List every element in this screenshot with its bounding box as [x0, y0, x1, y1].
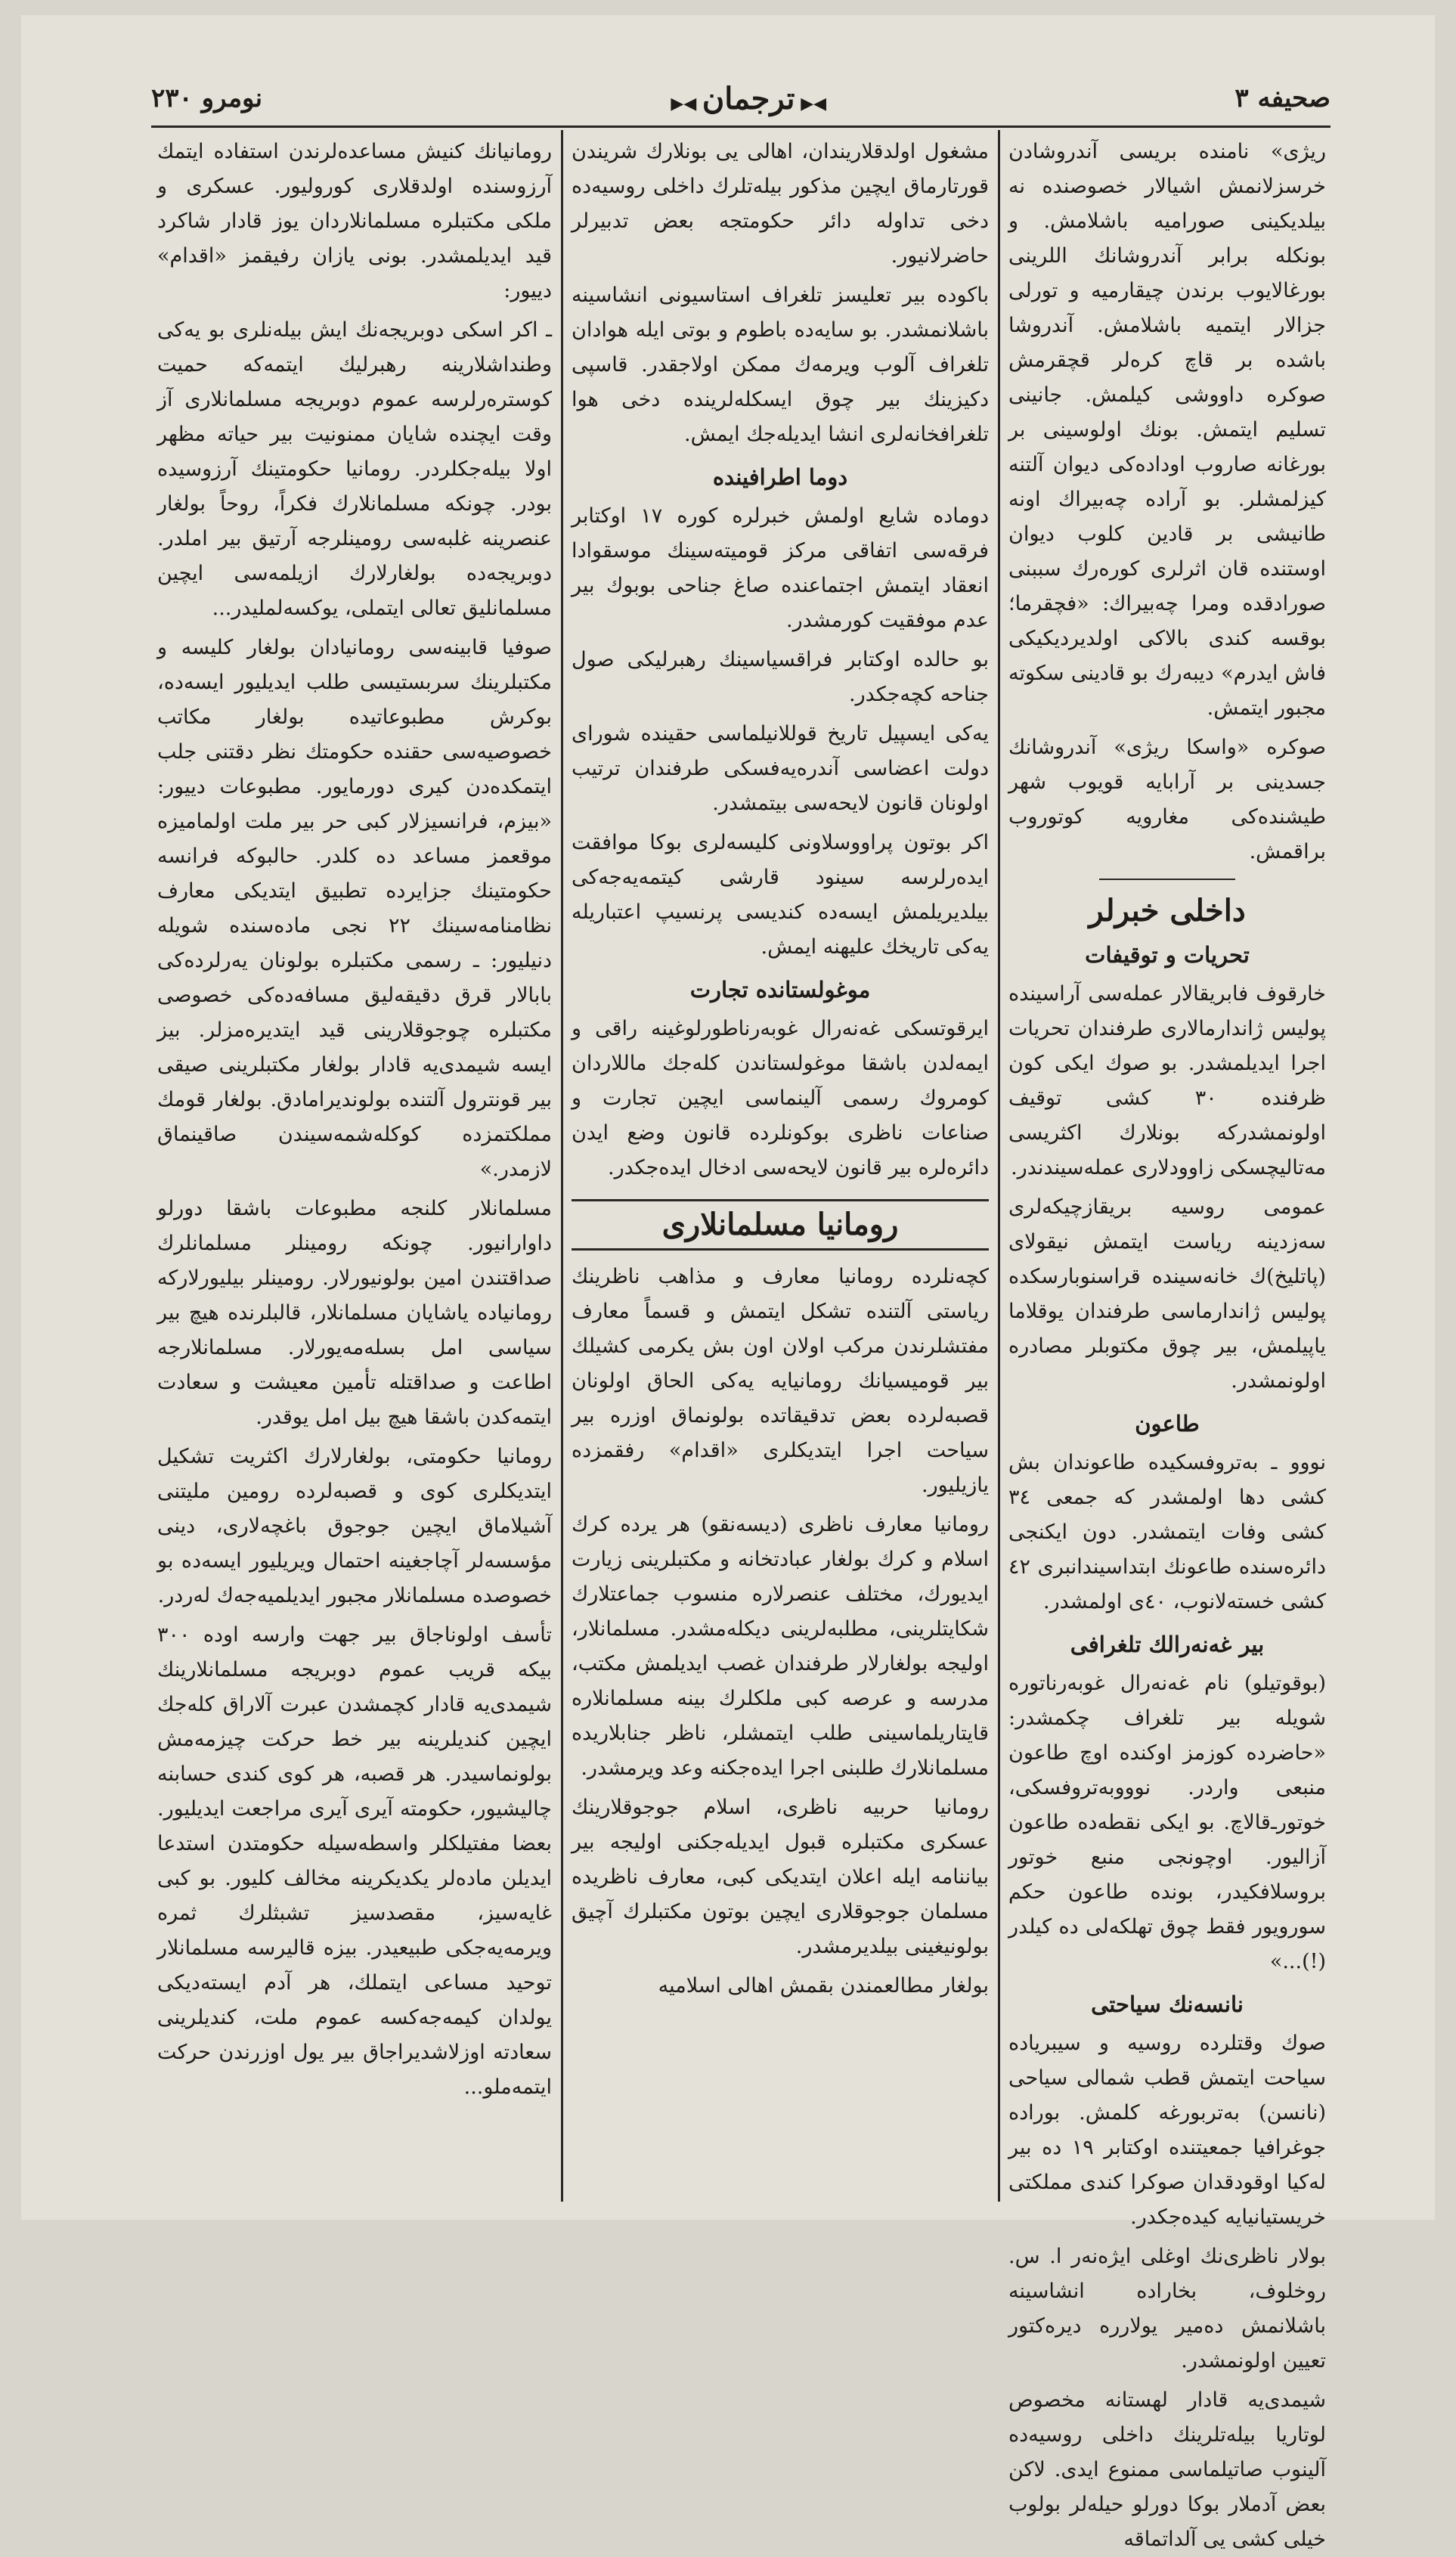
column-middle	[572, 135, 989, 2206]
article-text: کچه‌نلرده رومانیا معارف و مذاهب ناظرینك ریاستی آلتنده تشکل ایتمش و قسماً معارف مفتشلرندن مرکب اولان اون بش یکرمی کشیلك بیر قومیسیانك رومانیایه یه‌کی الحاق اولونان قصبه‌لرده بعض تدقیقاتده بولونماق اوزره بیر سیاحت اجرا ایتدیکلری «اقدام» رفقمزده یازیلیور.	[572, 1265, 989, 1497]
article-text: ـ اکر اسکی دوبریجه‌نك ایش بیله‌نلری بو یه‌کی وطنداشلارینه رهبرلیك ایتمه‌که حمیت کوستره‌رلرسه عموم دوبریجه مسلمانلاری آز وقت ایچنده شایان ممنونیت بیر حیاته مظهر اولا بیله‌جکلردر. رومانیا حکومتینك آرزوسیده بودر. چونکه مسلمانلارك فکراً، روحاً بولغار عنصرینه غلبه‌سی رومینلرجه آرتیق بیر املدر. دوبریجه‌ده بولغارلارك ازیلمه‌سی ایچین مسلمانلیق تعالی ایتملی، یوکسه‌لملیدر...	[157, 318, 552, 620]
article-text: نووو ـ به‌تروفسکیده طاعوندان بش کشی دها اولمشدر که جمعی ٣٤ کشی وفات ایتمشدر. دون ایکنجی دائره‌سنده طاعونك ابتداسیندانبری ٤٢ کشی خسته‌لانوب، ٤٠‌ی اولمشدر.	[1008, 1451, 1326, 1613]
article-text: باکوده بیر تعلیسز تلغراف استاسیونی انشاسینه باشلانمشدر. بو سایه‌ده باطوم و بوتی ایله هوادان تلغراف آلوب ویرمه‌ك ممکن اولاجقدر. قاسپی دکیزینك بیر چوق ایسکله‌لرینده دخی هوا تلغرافخانه‌لری انشا ایدیله‌جك ایمش.	[572, 284, 989, 446]
article-title-romania-muslims: رومانیا مسلمانلاری	[572, 1199, 989, 1251]
article-text: رومانیا معارف ناظری (دیسه‌نقو) هر یرده کرك اسلام و کرك بولغار عبادتخانه و مکتبلرینی زیارت ایدیورك، مختلف عنصرلاره منسوب جماعتلارك شکایتلرینی، مطلبه‌لرینی دیکله‌مشدر. مسلمانلار، اولیجه بولغارلار طرفندان غصب ایدیلمش مکتب، مدرسه و عرصه کبی ملکلرك بینه مسلمانلاره قایتاریلماسینی طلب ایتمشلر، ناظر جنابلاریده مسلمانلارك طلبنی اجرا ایده‌جکنه وعد ویرمشدر.	[572, 1513, 989, 1780]
section-title-domestic-news: داخلی خبرلر	[1089, 893, 1246, 928]
article-text: شیمدی‌یه قادار لهستانه مخصوص لوتاریا بیله‌تلرینك داخلی روسیه‌ده آلینوب صاتیلماسی ممنوع ایدی. لاکن بعض آدملار بوکا دورلو حیله‌لر بولوب خیلی کشی‌ یی آلداتماقه	[1008, 2388, 1326, 2551]
issue-number: نومرو ٢٣٠	[151, 83, 263, 113]
article-text: خارقوف فابریقالار عمله‌سی آراسینده پولیس ژاندارمالاری طرفندان تحریات اجرا ایدیلمشدر. بو صوك ایکی کون ظرفنده ٣٠ کشی توقیف اولونمشدر‌که بونلارك اکثریسی مه‌تالیچسکی زاوودلاری عمله‌سیندندر.	[1008, 982, 1327, 1179]
article-text: رومانیانك کنیش مساعده‌لرندن استفاده ایتمك آرزوسنده اولدقلاری کورولیور. عسکری و ملکی مکتبلره مسلمانلاردان یوز قادار شاکرد قید ایدیلمشدر. بونی یازان رفیقمز «اقدام» دییور:	[157, 140, 552, 302]
column-left	[157, 135, 552, 2206]
subheading: موغولستانده تجارت	[689, 977, 871, 1003]
article-text: مشغول اولدقلاریندان، اهالی‌ یی بونلارك شریندن قورتارماق ایچین مذکور بیله‌تلرك داخلی روسیه‌ده دخی تداوله دائر حکومتجه بعض تدبیرلر حاضرلانیور.	[572, 140, 989, 268]
article-text: صوکره «واسکا ریژی» آندروشانك جسدینی بر آرابایه قویوب شهر طیشنده‌کی مغارویه کوتوروب براقمش.	[1008, 736, 1326, 863]
column-right	[1008, 135, 1327, 2551]
article-text: (بوقوتیلو) نام غه‌نه‌رال غوبه‌رناتوره شویله بیر تلغراف چکمشدر: «حاضرده کوزمز اوکنده اوچ طاعون منبعی واردر. نووو‌به‌تروفسکی، خوتور‌ـ‌قالاچ. بو ایکی نقطه‌ده طاعون آزالیور. اوچونجی منبع خوتور بروسلافکیدر، بونده طاعون حکم سورویور فقط چوق تهلکه‌لی ده کیلدر (!)...»	[1008, 1672, 1326, 1973]
article-text: ریژی» نامنده بریسی آندروشادن خرسزلانمش اشیالار خصوصنده نه بیلدیکینی صورامیه باشلامش. و بونکله برابر آندروشانك اللرینی بورغالایوب برندن چیقارمیه و تورلی جزالار ایتمیه باشلامش. آندروشا باشده بر قاچ کره‌لر قچقرمش صوکره داووشی کیلمش. جانینی تسلیم ایتمش. بونك اولوسینی بر بورغانه صاروب اوداده‌کی دیوان آلتنه کیزلمشلر. بو آراده چه‌بیراك اونه طانیشی بر قادین کلوب دیوان اوستنده قان اثرلری کوره‌رك سببنی صورادقده و‌مرا چه‌بیراك: «فچقرما؛ بوقسه کندی بالاکی اولدیرديکیکی فاش ایدرم» دیبه‌رك بو قادینی سکوته مجبور ایتمش.	[1008, 140, 1326, 720]
page-header	[151, 76, 1331, 121]
column-separator-right	[998, 130, 1000, 2202]
header-rule	[151, 126, 1331, 128]
article-text: رومانیا حکومتی، بولغارلارك اکثریت تشکیل ایتدیکلری کوی و قصبه‌لرده رومین ملیتنی آشیلاماق ایچین جوجوق باغچه‌لاری، دینی مؤسسه‌لر آچاجغینه احتمال ویریلیور ایسه‌ده بو خصوصده مسلمانلار مجبور ایدیلمیه‌جه‌ك له‌ردر.	[157, 1445, 552, 1607]
article-text: بو حالده اوکتابر فراقسیاسینك رهبرلیکی صول جناحه کچه‌جکدر.	[572, 648, 989, 706]
page-number: صحیفه ٣	[1235, 83, 1331, 113]
article-text: رومانیا حربیه ناظری، اسلام جوجوقلارینك عسکری مکتبلره قبول ایدیله‌جکنی اولیجه بیر بیاننامه ایله اعلان ایتدیکی کبی، معارف ناظریده مسلمان جوجوقلاری ایچین بوتون مکتبلرك آچیق بولونیغینی بیلدیرمشدر.	[572, 1796, 989, 1958]
subheading: تحریات و توقیفات	[1085, 942, 1250, 968]
article-text: تأسف اولوناجاق بیر جهت وارسه اوده ٣٠٠ بیکه قریب عموم دوبریجه مسلمانلارینك شیمدی‌یه قادار کچمشدن عبرت آلاراق کله‌جك ایچین کندیلرینه بیر خط حرکت چیزمه‌مش بولونماسیدر. هر قصبه، هر کوی کندی حسابنه چالیشیور، حکومته آیری آیری مراجعت ایدیلیور. بعضا مفتیلکلر واسطه‌سیله حکومتدن استدعا ایدیلن ماده‌لر یکدیکرینه مخالف کلیور. بو کبی غایه‌سیز، مقصدسیز تشبثلرك ثمره ویرمه‌یه‌جکی طبیعیدر. بیزه قالیرسه مسلمانلار توحید مساعی ایتملك، هر آدم ایسته‌دیکی یولدان کیمه‌جه‌کسه عموم ملت، کندیلرینی سعادته اوزلاشدیراجاق بیر یول اوزرندن حرکت ایتمه‌ملو...	[157, 1623, 552, 2099]
article-text: بولار ناظری‌نك اوغلی ایژه‌نه‌ر ا. س. روخلوف، بخاراده انشاسینه باشلانمش ده‌میر یولارره دیره‌کتور تعیین اولونمشدر.	[1008, 2245, 1326, 2373]
subheading: طاعون	[1135, 1411, 1200, 1437]
article-text: یه‌کی ایسپیل تاریخ قوللانیلماسی حقینده شورای دولت اعضاسی آندره‌یه‌فسکی طرفندان ترتیب اولونان قانون لایحه‌سی بیتمشدر.	[572, 722, 989, 815]
article-text: صوك وقتلرده روسیه و سیبریاده سیاحت ایتمش قطب شمالی سیاحی (نانسن) به‌تربورغه کلمش. بوراده جوغرافیا جمعیتنده اوکتابر ١٩ ده بیر له‌کیا اوقودقدان صوکرا کندی مملکتی خریستیانیایه کیده‌جکدر.	[1008, 2032, 1326, 2229]
article-text: عمومی روسیه بریقازچیکه‌لری سه‌زدینه ریاست ایتمش نیقولای (پاتلیخ)‌ك خانه‌سینده قراسنوبارسکده پولیس ژاندارماسی طرفندان یوقلاما یاپیلمش، بیر چوق مکتوبلر مصادره اولونمشدر.	[1008, 1195, 1326, 1393]
article-text: ایرقوتسکی غه‌نه‌رال غوبه‌رناطورلوغینه راقی و ایمه‌لدن باشقا موغولستاندن کله‌جك ماللاردان کومروك رسمی آلینماسی ایچین تجارت و صناعات ناظری بوکونلرده قانون وضع ایدن دائره‌لره بیر قانون لایحه‌سی ادخال ایده‌جکدر.	[572, 1017, 989, 1179]
article-text: دوماده شایع اولمش خبرلره کوره ١٧ اوکتابر فرقه‌سی اتفاقی مرکز قومیته‌سینك موسقوادا انعقاد ایتمش اجتماعنده صاغ جناحی بوبوك بیر عدم موفقیت کورمشدر.	[572, 504, 990, 632]
newspaper-title: ◀▶ ترجمان ◀▶	[671, 81, 826, 116]
subheading: نانسه‌نك سیاحتی	[1091, 1991, 1244, 2017]
article-text: مسلمانلار کلنجه مطبوعات باشقا دورلو داوارانیور. چونکه رومینلر مسلمانلرك صداقتندن امین بولونیورلار. رومینلر بیلیورلارکه رومانیاده یاشایان مسلمانلار، قالبلرنده هیچ بیر سیاسی امل بسله‌مه‌یورلار. مسلمانلارجه اطاعت و صداقتله تأمین معیشت و سعادت ایتمه‌کدن باشقا هیچ بیل امل یوقدر.	[157, 1197, 552, 1429]
section-rule	[1099, 879, 1235, 880]
column-separator-left	[561, 130, 563, 2202]
article-text: بولغار مطالعمندن بقمش اهالی اسلامیه	[658, 1974, 989, 1998]
article-text: صوفیا قابینه‌سی رومانیادان بولغار کلیسه و مکتبلرینك سربستیسی طلب ایدیلیور ایسه‌ده، بوکرش مطبوعاتیده بولغار مکاتب خصوصیه‌سی حقنده حکومتك نظر دقتنی جلب ایتمکده‌دن کیری دورمایور. مطبوعات دییور: «بیزم، فرانسیزلار کبی حر بیر ملت اولمامیزه موقعمز مساعد ده کلدر. حالبوکه فرانسه حکومتینك جزایرده تطبیق ایتدیکی معارف نظامنامه‌سینك ٢٢ نجی ماده‌سنده شویله دنیلیور: ـ رسمی مکتبلره بولونان یه‌رلرده‌کی بابالار قرق دقیقه‌لیق مسافه‌ده‌کی خصوصی مکتبلره چوجوقلارینی قید ایتدیره‌مزلر. بیز ایسه شیمدی‌یه قادار بولغار مکتبلرینی صیقی بیر قونترول آلتنده بولوندیرامادق. بولغار قومك مملکتمزده کوکله‌شمه‌سیندن صاقینماق لازمدر.»	[157, 636, 552, 1181]
article-text: اکر بوتون پراووسلاونی کلیسه‌لری بوکا موافقت ایده‌رلرسه سینود قارشی کیتمه‌یه‌جه‌کی بیلدیریلمش ایسه‌ده کندیسی پرنسیپ اعتباریله یه‌کی تاریخك علیهنه ایمش.	[572, 831, 989, 959]
subheading: بیر غه‌نه‌رالك تلغرافی	[1070, 1632, 1265, 1657]
subheading: دوما اطرافینده	[712, 464, 848, 490]
